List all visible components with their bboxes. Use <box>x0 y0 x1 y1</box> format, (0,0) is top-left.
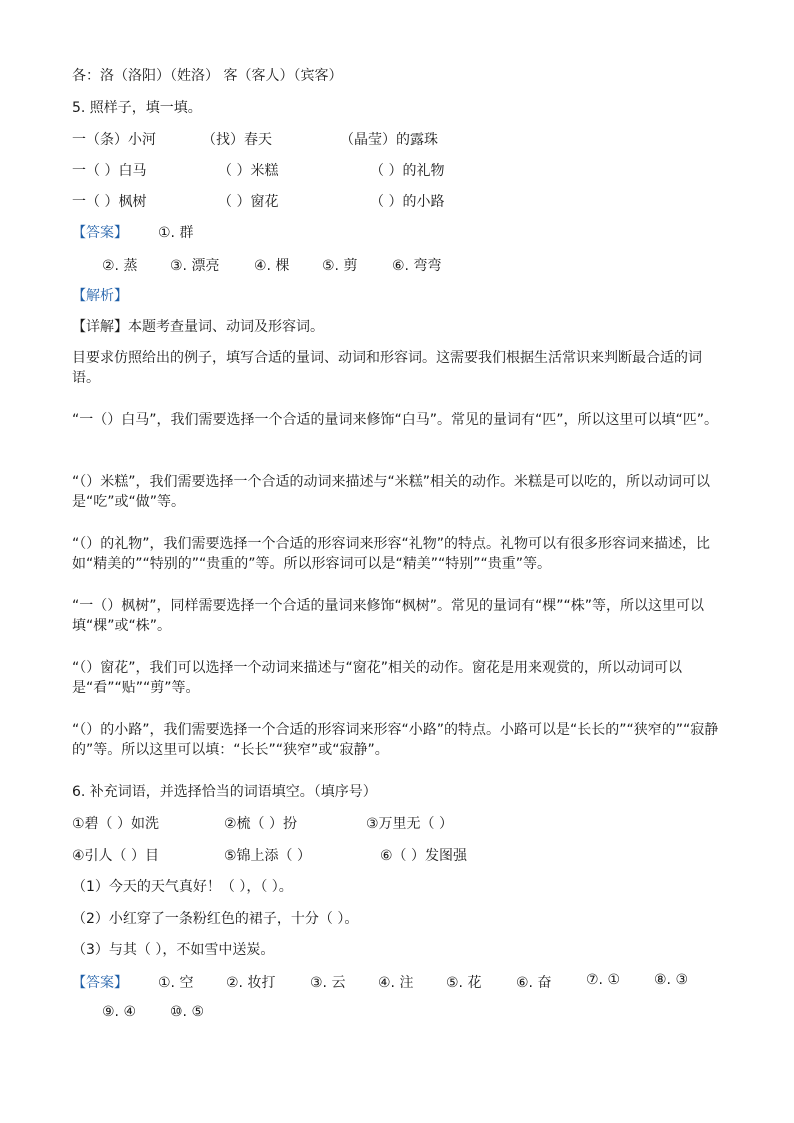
q5-analysis-label: 【解析】 <box>72 288 128 304</box>
q6-item-6: ⑥（ ）发图强 <box>380 848 468 864</box>
q5-row-2-col-1: 一（ ）白马 <box>72 163 147 179</box>
q5-title: 5. 照样子，填一填。 <box>72 100 202 116</box>
q5-answer-3: ③. 漂亮 <box>170 258 220 274</box>
q5-answer-5: ⑤. 剪 <box>322 258 358 274</box>
q6-item-3: ③万里无（ ） <box>366 816 454 832</box>
q6-answer-10: ⑩. ⑤ <box>170 1004 205 1020</box>
q5-paragraph-6: “（）窗花”，我们可以选择一个动词来描述与“窗花”相关的动作。窗花是用来观赏的，所以动词可以是“看”“贴”“剪”等。 <box>72 660 683 696</box>
q5-answer-2: ②. 蒸 <box>102 258 138 274</box>
q6-item-4: ④引人（ ）目 <box>72 848 160 864</box>
q6-answer-6: ⑥. 奋 <box>516 975 552 991</box>
q6-answer-7: ⑦. ① <box>586 972 621 988</box>
q6-item-5: ⑤锦上添（ ） <box>224 848 312 864</box>
q6-item-1: ①碧（ ）如洗 <box>72 816 160 832</box>
q5-paragraph-5: “一（）枫树”，同样需要选择一个合适的量词来修饰“枫树”。常见的量词有“棵”“株”等，所以这里可以填“棵”或“株”。 <box>72 598 705 634</box>
q6-sentence-2: （2）小红穿了一条粉红色的裙子，十分（ ）。 <box>72 911 359 927</box>
q6-answer-2: ②. 妆打 <box>226 975 276 991</box>
q5-row-3-col-3: （ ）的小路 <box>370 194 445 210</box>
q5-row-2-col-3: （ ）的礼物 <box>370 163 445 179</box>
q5-row-2-col-2: （ ）米糕 <box>218 163 279 179</box>
q6-item-2: ②梳（ ）扮 <box>224 816 298 832</box>
q5-answer-4: ④. 棵 <box>254 258 290 274</box>
q5-paragraph-4: “（）的礼物”，我们需要选择一个合适的形容词来形容“礼物”的特点。礼物可以有很多形容词来描述，比如“精美的”“特别的”“贵重的”等。所以形容词可以是“精美”“特别”“贵重”等。 <box>72 536 711 572</box>
q6-sentence-1: （1）今天的天气真好！（ ），（ ）。 <box>72 879 293 895</box>
q6-answer-label: 【答案】 <box>72 975 128 991</box>
q5-paragraph-1: 目要求仿照给出的例子，填写合适的量词、动词和形容词。这需要我们根据生活常识来判断最合适的词语。 <box>72 350 702 386</box>
q5-row-3-col-1: 一（ ）枫树 <box>72 194 147 210</box>
q6-sentence-3: （3）与其（ ），不如雪中送炭。 <box>72 942 275 958</box>
q5-paragraph-3: “（）米糕”，我们需要选择一个合适的动词来描述与“米糕”相关的动作。米糕是可以吃的，所以动词可以是“吃”或“做”等。 <box>72 474 711 510</box>
q6-answer-8: ⑧. ③ <box>654 972 689 988</box>
q5-answer-1: ①. 群 <box>158 225 194 241</box>
q6-answer-5: ⑤. 花 <box>446 975 482 991</box>
q5-row-3-col-2: （ ）窗花 <box>218 194 279 210</box>
q5-row-1-col-2: （找）春天 <box>202 132 272 148</box>
q5-paragraph-7: “（）的小路”，我们需要选择一个合适的形容词来形容“小路”的特点。小路可以是“长长的”“狭窄的”“寂静的”等。所以这里可以填：“长长”“狭窄”或“寂静”。 <box>72 722 719 758</box>
q6-answer-3: ③. 云 <box>310 975 346 991</box>
q5-row-1-col-1: 一（条）小河 <box>72 132 156 148</box>
q5-answer-label: 【答案】 <box>72 225 128 241</box>
q6-answer-1: ①. 空 <box>158 975 194 991</box>
q5-row-1-col-3: （晶莹）的露珠 <box>340 132 438 148</box>
q5-detail: 【详解】本题考查量词、动词及形容词。 <box>72 319 324 335</box>
q6-answer-4: ④. 注 <box>378 975 414 991</box>
q6-title: 6. 补充词语，并选择恰当的词语填空。（填序号） <box>72 784 377 800</box>
q5-paragraph-2: “一（）白马”，我们需要选择一个合适的量词来修饰“白马”。常见的量词有“匹”，所以这里可以填“匹”。 <box>72 412 719 428</box>
top-line: 各：洛（洛阳）（姓洛） 客（客人）（宾客） <box>72 68 343 84</box>
q5-answer-6: ⑥. 弯弯 <box>392 258 442 274</box>
q6-answer-9: ⑨. ④ <box>102 1004 137 1020</box>
